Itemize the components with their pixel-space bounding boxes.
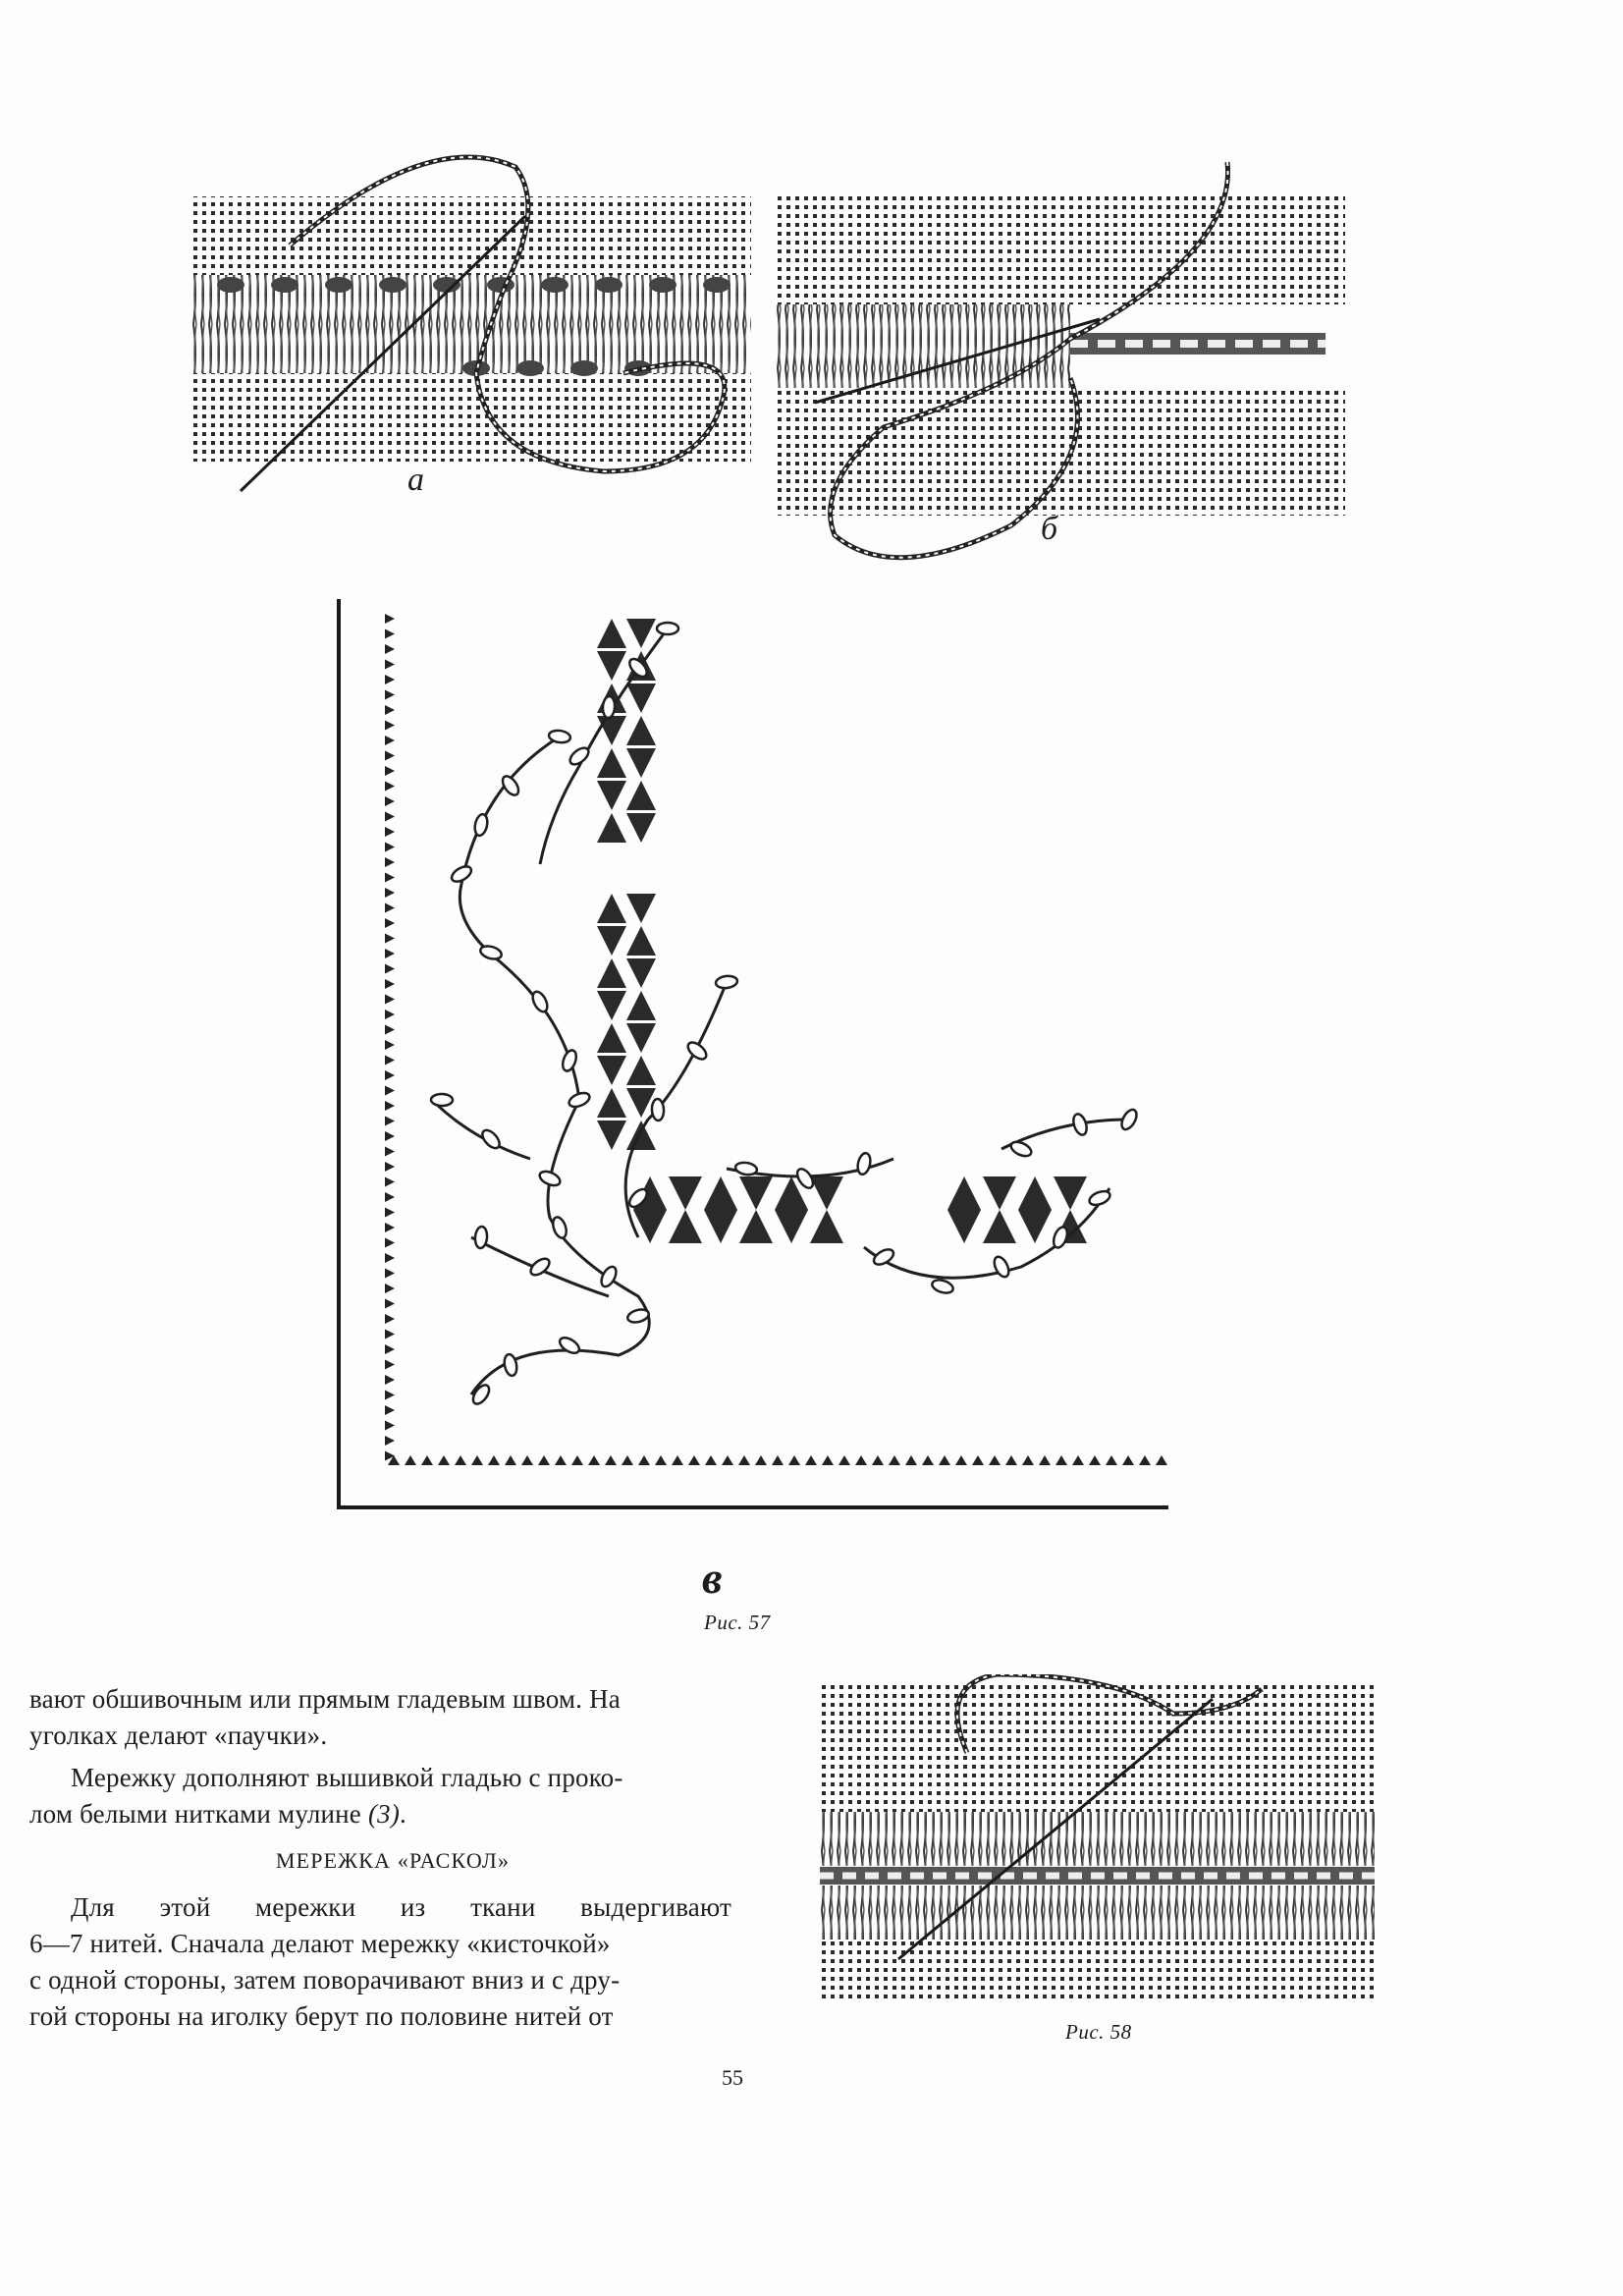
leaf: [551, 1216, 569, 1240]
figure-58-caption: Рис. 58: [1065, 2020, 1132, 2044]
border-triangle: [385, 1131, 395, 1141]
band-triangle: [597, 894, 626, 923]
leaf: [431, 1094, 453, 1106]
text-column: [29, 1681, 731, 1832]
page-number: 55: [722, 2065, 743, 2090]
border-triangle: [385, 675, 395, 684]
border-triangle: [772, 1455, 784, 1465]
band-triangle: [597, 1088, 626, 1118]
border-triangle: [872, 1455, 884, 1465]
band-triangle: [597, 926, 626, 956]
leaf: [530, 989, 551, 1013]
leaf: [794, 1167, 816, 1191]
border-triangle: [385, 873, 395, 883]
border-triangle: [385, 644, 395, 654]
border-triangle: [672, 1455, 683, 1465]
border-triangle: [385, 949, 395, 958]
leaf: [651, 1099, 664, 1121]
border-triangle: [385, 1330, 395, 1339]
leaf: [470, 1383, 493, 1407]
border-triangle: [638, 1455, 650, 1465]
border-triangle: [385, 934, 395, 944]
figure-57-panel-v: [314, 589, 1178, 1603]
border-triangle: [989, 1455, 1001, 1465]
border-triangle: [385, 918, 395, 928]
para3-line2: 6—7 нитей. Сначала делают мережку «кисточкой»: [29, 1929, 611, 1958]
border-triangle: [922, 1455, 934, 1465]
band-triangle: [626, 781, 656, 810]
border-triangle: [385, 843, 395, 852]
border-triangle: [385, 903, 395, 913]
leaf: [449, 863, 473, 885]
border-triangle: [385, 1436, 395, 1446]
border-triangle: [385, 721, 395, 731]
border-triangle: [571, 1455, 583, 1465]
border-triangle: [385, 1238, 395, 1248]
border-triangle: [385, 736, 395, 745]
border-triangle: [588, 1455, 600, 1465]
leaf: [479, 944, 503, 961]
border-triangle: [385, 660, 395, 670]
border-triangle: [385, 964, 395, 974]
leaf: [503, 1353, 518, 1377]
border-triangle: [385, 1360, 395, 1370]
border-triangle: [385, 995, 395, 1005]
border-triangle: [755, 1455, 767, 1465]
border-triangle: [385, 1223, 395, 1232]
border-triangle: [1156, 1455, 1167, 1465]
border-triangle: [1122, 1455, 1134, 1465]
panel-v-label: в: [702, 1553, 723, 1603]
leaf: [561, 1049, 579, 1073]
border-triangle: [955, 1455, 967, 1465]
band-triangle: [597, 991, 626, 1020]
para3-line4: гой стороны на иголку берут по половине нитей от: [29, 2001, 614, 2031]
border-triangle: [385, 857, 395, 867]
leaf: [856, 1152, 873, 1175]
border-triangle: [385, 1177, 395, 1187]
para2-line2-text: лом белыми нитками мулине: [29, 1799, 368, 1829]
band-triangle: [1018, 1210, 1052, 1243]
band-triangle: [983, 1210, 1016, 1243]
band-triangle: [626, 716, 656, 745]
panel-a-label: а: [407, 462, 424, 498]
border-triangle: [385, 766, 395, 776]
figure-57-panel-a: [191, 147, 751, 560]
leaf: [715, 975, 737, 990]
border-triangle: [385, 1086, 395, 1096]
leaf: [538, 1169, 563, 1188]
leaf: [1088, 1188, 1112, 1207]
leaf: [657, 623, 678, 634]
leaf: [557, 1335, 581, 1356]
border-triangle: [385, 888, 395, 898]
leaf: [685, 1039, 710, 1062]
border-triangle: [385, 1269, 395, 1279]
band-triangle: [597, 748, 626, 778]
border-triangle: [385, 1299, 395, 1309]
border-triangle: [385, 1391, 395, 1400]
band-triangle: [597, 1056, 626, 1085]
band-triangle: [626, 619, 656, 648]
border-triangle: [385, 1405, 395, 1415]
border-triangle: [438, 1455, 450, 1465]
border-triangle: [385, 1421, 395, 1431]
band-triangle: [626, 1023, 656, 1053]
leaf: [626, 1307, 650, 1324]
leaf: [479, 1127, 503, 1151]
border-triangle: [805, 1455, 817, 1465]
border-triangle: [385, 782, 395, 792]
border-triangle: [1106, 1455, 1117, 1465]
figure-57-caption: Рис. 57: [704, 1611, 771, 1634]
border-triangle: [385, 690, 395, 700]
border-triangle: [505, 1455, 516, 1465]
band-triangle: [704, 1176, 737, 1210]
border-triangle: [839, 1455, 850, 1465]
border-triangle: [385, 1147, 395, 1157]
border-triangle: [455, 1455, 466, 1465]
band-triangle: [626, 748, 656, 778]
para2-line1-text: Мережку дополняют вышивкой гладью с проко-: [71, 1763, 623, 1792]
para3-line3: с одной стороны, затем поворачивают вниз и с дру-: [29, 1965, 621, 1995]
leaf: [931, 1278, 955, 1295]
band-triangle: [739, 1210, 773, 1243]
border-triangle: [521, 1455, 533, 1465]
para3: [29, 1889, 731, 2035]
border-triangle: [385, 827, 395, 837]
border-triangle: [385, 1208, 395, 1218]
band-triangle: [775, 1210, 808, 1243]
border-triangle: [385, 1314, 395, 1324]
band-triangle: [810, 1210, 843, 1243]
para2-ref: (3): [367, 1799, 401, 1829]
border-triangle: [385, 629, 395, 639]
band-triangle: [597, 651, 626, 681]
border-triangle: [622, 1455, 633, 1465]
border-triangle: [1089, 1455, 1101, 1465]
border-triangle: [1005, 1455, 1017, 1465]
border-triangle: [421, 1455, 433, 1465]
band-triangle: [597, 716, 626, 745]
leaf: [568, 744, 592, 767]
band-triangle: [983, 1176, 1016, 1210]
border-triangle: [385, 796, 395, 806]
band-triangle: [1054, 1176, 1087, 1210]
border-triangle: [889, 1455, 900, 1465]
band-triangle: [626, 958, 656, 988]
border-triangle: [605, 1455, 617, 1465]
border-triangle: [385, 979, 395, 989]
border-triangle: [722, 1455, 733, 1465]
border-triangle: [385, 614, 395, 624]
border-triangle: [1022, 1455, 1034, 1465]
border-triangle: [385, 705, 395, 715]
border-triangle: [385, 1375, 395, 1385]
border-triangle: [555, 1455, 567, 1465]
band-triangle: [1018, 1176, 1052, 1210]
band-triangle: [626, 813, 656, 843]
band-triangle: [626, 683, 656, 713]
border-triangle: [385, 1253, 395, 1263]
border-triangle: [1139, 1455, 1151, 1465]
figure-58: [820, 1674, 1380, 2008]
band-triangle: [626, 1056, 656, 1085]
border-triangle: [488, 1455, 500, 1465]
para2-line1: [29, 1760, 731, 1796]
border-triangle: [385, 1101, 395, 1111]
para1-line2: уголках делают «паучки».: [29, 1721, 328, 1750]
leaf: [1008, 1139, 1033, 1159]
border-triangle: [385, 1025, 395, 1035]
leaf: [734, 1161, 758, 1175]
band-triangle: [626, 1121, 656, 1150]
band-triangle: [626, 991, 656, 1020]
border-triangle: [385, 751, 395, 761]
border-triangle: [385, 1010, 395, 1019]
border-triangle: [972, 1455, 984, 1465]
band-triangle: [597, 958, 626, 988]
border-triangle: [385, 1162, 395, 1172]
border-triangle: [822, 1455, 834, 1465]
band-triangle: [626, 926, 656, 956]
border-triangle: [788, 1455, 800, 1465]
section-heading: МЕРЕЖКА «РАСКОЛ»: [275, 1848, 511, 1873]
border-triangle: [1039, 1455, 1051, 1465]
band-triangle: [597, 1121, 626, 1150]
border-triangle: [688, 1455, 700, 1465]
border-triangle: [655, 1455, 667, 1465]
leaf: [602, 696, 616, 719]
border-triangle: [1055, 1455, 1067, 1465]
band-triangle: [597, 813, 626, 843]
band-triangle: [947, 1210, 981, 1243]
band-triangle: [669, 1210, 702, 1243]
band-triangle: [947, 1176, 981, 1210]
border-triangle: [385, 812, 395, 822]
leaf: [1051, 1226, 1069, 1250]
leaf: [473, 813, 489, 837]
border-triangle: [705, 1455, 717, 1465]
band-triangle: [626, 894, 656, 923]
leaf: [568, 1090, 592, 1110]
leaf: [474, 1227, 488, 1249]
para1-line1: вают обшивочным или прямым гладевым швом. На: [29, 1684, 621, 1714]
figure-57-panel-b: [776, 133, 1345, 594]
border-triangle: [385, 1117, 395, 1126]
para2-end: .: [400, 1799, 406, 1829]
panel-b-label: б: [1041, 511, 1058, 547]
border-triangle: [738, 1455, 750, 1465]
border-triangle: [538, 1455, 550, 1465]
band-triangle: [633, 1210, 667, 1243]
para3-line1: Для этой мережки из ткани выдергивают: [71, 1892, 731, 1922]
band-triangle: [810, 1176, 843, 1210]
border-triangle: [855, 1455, 867, 1465]
leaf: [500, 774, 521, 798]
para2-line2: [29, 1796, 731, 1832]
border-triangle: [405, 1455, 416, 1465]
band-triangle: [597, 781, 626, 810]
border-triangle: [385, 1284, 395, 1293]
border-triangle: [385, 1344, 395, 1354]
border-triangle: [385, 1056, 395, 1066]
border-triangle: [385, 1040, 395, 1050]
band-triangle: [739, 1176, 773, 1210]
leaf: [599, 1264, 620, 1288]
leaf: [1118, 1107, 1139, 1131]
band-triangle: [669, 1176, 702, 1210]
leaf: [1071, 1113, 1089, 1137]
border-triangle: [1072, 1455, 1084, 1465]
border-triangle: [939, 1455, 950, 1465]
border-triangle: [385, 1192, 395, 1202]
band-triangle: [597, 619, 626, 648]
band-triangle: [704, 1210, 737, 1243]
band-triangle: [597, 1023, 626, 1053]
leaf: [992, 1254, 1011, 1279]
border-triangle: [385, 1070, 395, 1080]
border-triangle: [905, 1455, 917, 1465]
border-triangle: [471, 1455, 483, 1465]
